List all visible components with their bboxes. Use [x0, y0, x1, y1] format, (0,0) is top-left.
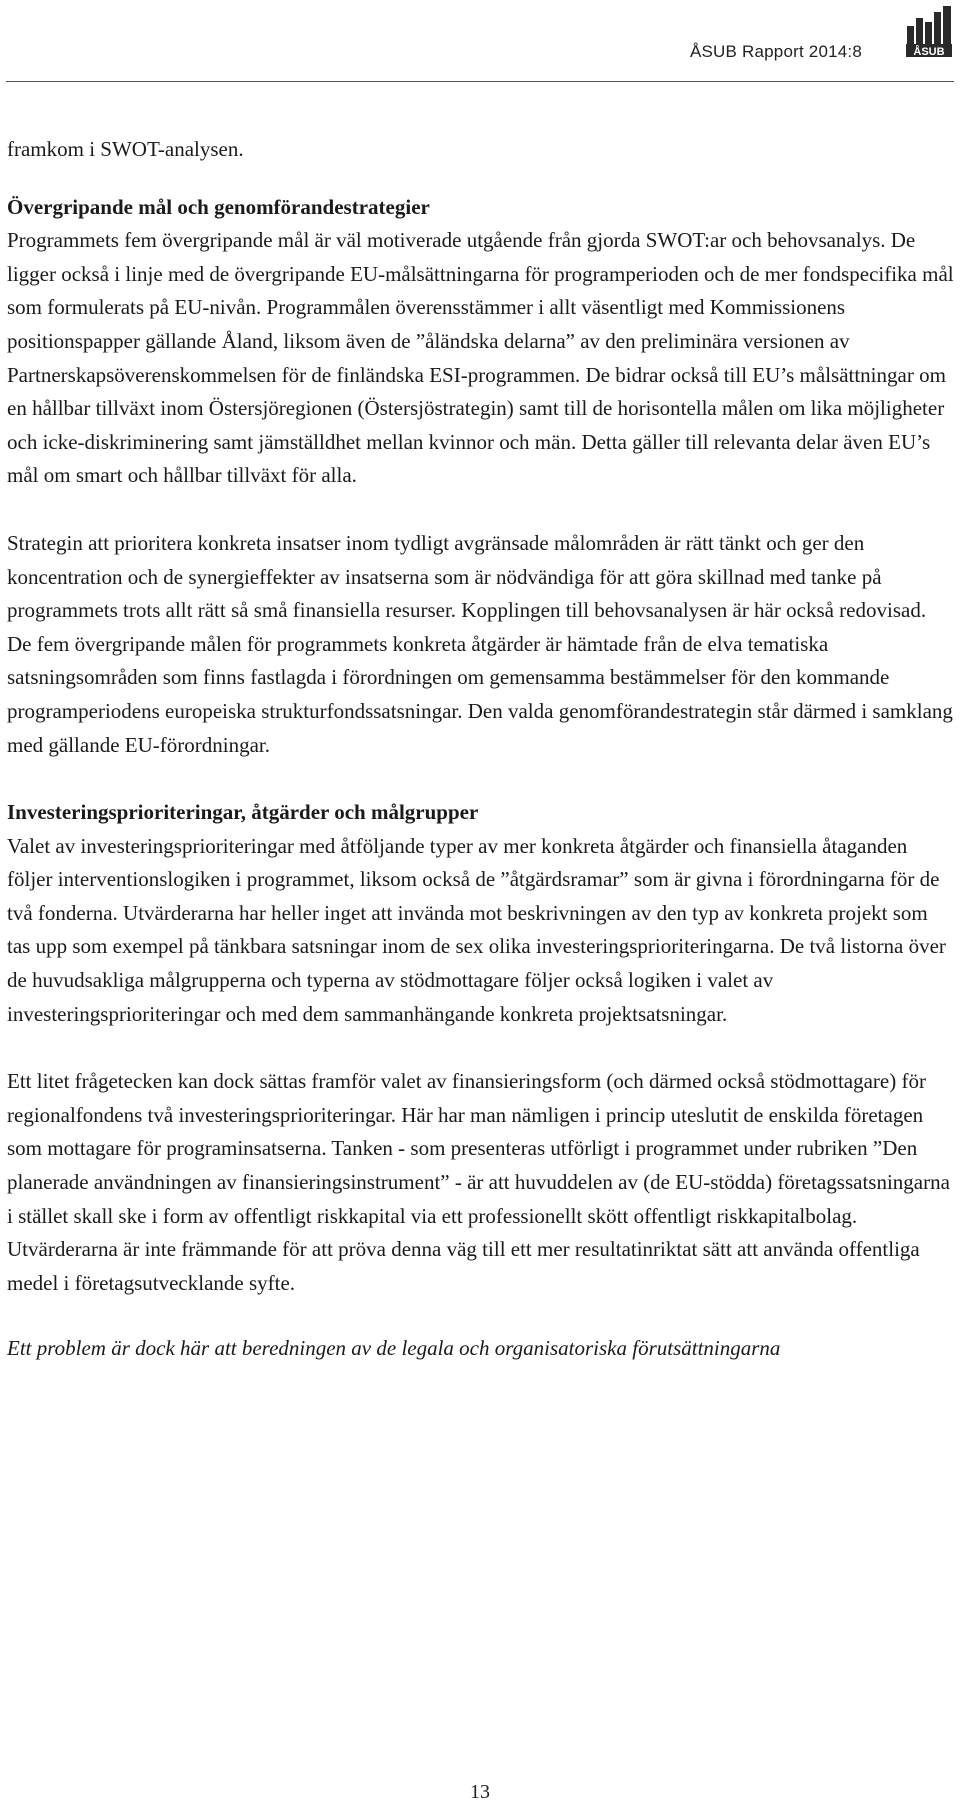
document-body	[7, 133, 955, 1366]
section-heading-investments: Investeringsprioriteringar, åtgärder och målgrupper	[7, 800, 479, 825]
paragraph-investments: Valet av investeringsprioriteringar med åtföljande typer av mer konkreta åtgärder och finansiella åtaganden följer interventionslogiken i programmet, liksom också de ”åtgärdsramar” som är givna i förordningarna för de två fonderna. Utvärderarna har heller inget att invända mot beskrivningen av den typ av konkreta projekt som tas upp som exempel på tänkbara satsningar inom de sex olika investeringsprioriteringarna. De två listorna över de huvudsakliga målgrupperna och typerna av stödmottagare följer också logiken i valet av investeringsprioriteringar och med dem sammanhängande konkreta projektsatsningar.	[7, 833, 946, 1026]
paragraph-strategy: Strategin att prioritera konkreta insatser inom tydligt avgränsade målområden är rätt tänkt och ger den koncentration och de synergieffekter av insatserna som är nödvändiga för att göra skillnad med tanke på programmets trots allt rätt så små finansiella resurser. Kopplingen till behovsanalysen är här också redovisad. De fem övergripande målen för programmets konkreta åtgärder är hämtade från de elva tematiska satsningsområden som finns fastlagda i förordningen om gemensamma bestämmelser för den kommande programperiodens europeiska strukturfondssatsningar. Den valda genomförandestrategin står därmed i samklang med gällande EU-förordningar.	[7, 530, 953, 757]
page-number: 13	[470, 1781, 490, 1803]
report-title: ÅSUB Rapport 2014:8	[689, 42, 862, 61]
intro-fragment: framkom i SWOT-analysen.	[7, 137, 244, 161]
page-header	[6, 0, 954, 82]
paragraph-goals: Programmets fem övergripande mål är väl motiverade utgående från gjorda SWOT:ar och behovsanalys. De ligger också i linje med de övergripande EU-målsättningarna för programperioden och de mer fondspecifika mål som formulerats på EU-nivån. Programmålen överensstämmer i allt väsentligt med Kommissionens positionspapper gällande Åland, liksom även de ”åländska delarna” av den preliminära versionen av Partnerskapsöverenskommelsen för de finländska ESI-programmen. De bidrar också till EU’s målsättningar om en hållbar tillväxt inom Östersjöregionen (Östersjöstrategin) samt till de horisontella målen om lika möjligheter och icke-diskriminering samt jämställdhet mellan kvinnor och män. Detta gäller till relevanta delar även EU’s mål om smart och hållbar tillväxt för alla.	[7, 228, 954, 488]
logo-text: ÅSUB	[913, 46, 945, 58]
section-heading-goals: Övergripande mål och genomförandestrategier	[7, 194, 430, 219]
asub-logo-icon	[904, 4, 954, 58]
header-divider	[6, 81, 954, 82]
paragraph-problem: Ett problem är dock här att beredningen av de legala och organisatoriska förutsättningarna	[7, 1336, 781, 1361]
paragraph-financing: Ett litet frågetecken kan dock sättas framför valet av finansieringsform (och därmed också stödmottagare) för regionalfondens två investeringsprioriteringar. Här har man nämligen i princip uteslutit de enskilda företagen som mottagare för programinsatserna. Tanken - som presenteras utförligt i programmet under rubriken ”Den planerade användningen av finansieringsinstrument” - är att huvuddelen av (de EU-stödda) företagssatsningarna i stället skall ske i form av offentligt riskkapital via ett professionellt skött offentligt riskkapitalbolag. Utvärderarna är inte främmande för att pröva denna väg till ett mer resultatinriktat sätt att använda offentliga medel i företagsutvecklande syfte.	[7, 1069, 950, 1295]
